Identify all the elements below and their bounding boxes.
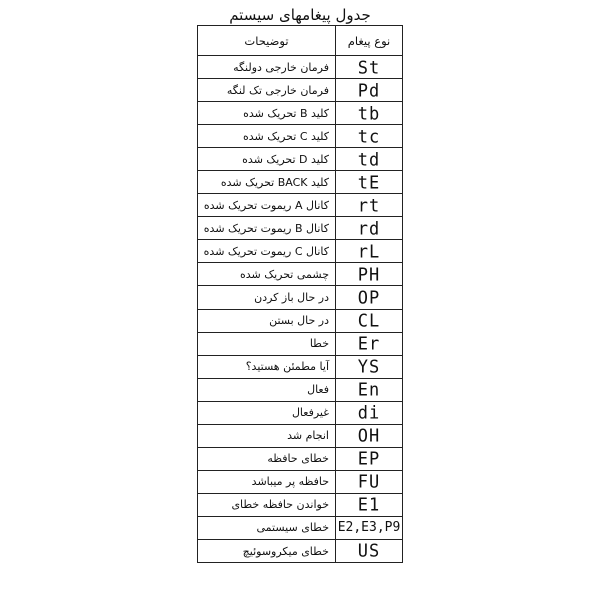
table-header-row <box>198 26 403 56</box>
message-description: فرمان خارجی دولنگه <box>198 56 336 79</box>
table-row <box>198 217 403 240</box>
message-code: Pd <box>336 78 403 102</box>
table-row <box>198 539 403 562</box>
message-description: چشمی تحریک شده <box>198 263 336 286</box>
table-row <box>198 355 403 378</box>
message-description: فرمان خارجی تک لنگه <box>198 79 336 102</box>
message-description: در حال بستن <box>198 309 336 332</box>
table-row <box>198 309 403 332</box>
message-code: rL <box>336 239 403 263</box>
table-row <box>198 171 403 194</box>
message-code: St <box>336 55 403 79</box>
message-description: خطا <box>198 332 336 355</box>
message-description: کانال A ریموت تحریک شده <box>198 194 336 217</box>
header-description: توضیحات <box>198 26 336 56</box>
message-code: EP <box>336 447 403 471</box>
message-description: انجام شد <box>198 424 336 447</box>
table-row <box>198 424 403 447</box>
table-row <box>198 516 403 539</box>
message-code: En <box>336 378 403 402</box>
message-code: tb <box>336 101 403 125</box>
message-code: FU <box>336 470 403 494</box>
message-code: di <box>336 401 403 425</box>
message-description: کلید C تحریک شده <box>198 125 336 148</box>
table-row <box>198 470 403 493</box>
table-row <box>198 378 403 401</box>
table-row <box>198 240 403 263</box>
message-description: کلید BACK تحریک شده <box>198 171 336 194</box>
message-code: tE <box>336 170 403 194</box>
table-row <box>198 102 403 125</box>
message-description: حافظه پر میباشد <box>198 470 336 493</box>
message-description: فعال <box>198 378 336 401</box>
system-messages-table <box>197 25 403 563</box>
message-code: tc <box>336 124 403 148</box>
message-description: غیرفعال <box>198 401 336 424</box>
message-code: rd <box>336 216 403 240</box>
table-row <box>198 194 403 217</box>
message-description: آیا مطمئن هستید؟ <box>198 355 336 378</box>
table-row <box>198 447 403 470</box>
table-row <box>198 79 403 102</box>
message-description: کانال B ریموت تحریک شده <box>198 217 336 240</box>
table-row <box>198 125 403 148</box>
table-row <box>198 286 403 309</box>
message-description: خواندن حافظه خطای <box>198 493 336 516</box>
message-code: E1 <box>336 493 403 517</box>
message-code: CL <box>336 308 403 332</box>
message-code: PH <box>336 262 403 286</box>
message-description: کانال C ریموت تحریک شده <box>198 240 336 263</box>
message-code: YS <box>336 355 403 379</box>
message-description: خطای میکروسوئیچ <box>198 539 336 562</box>
message-code: OH <box>336 424 403 448</box>
message-description: کلید B تحریک شده <box>198 102 336 125</box>
table-row <box>198 263 403 286</box>
table-row <box>198 493 403 516</box>
table-row <box>198 148 403 171</box>
message-code: US <box>336 539 403 563</box>
table-title: جدول پیغامهای سیستم <box>229 6 371 24</box>
message-code: OP <box>336 285 403 309</box>
message-code: rt <box>336 193 403 217</box>
header-code: نوع پیغام <box>336 26 403 56</box>
message-description: کلید D تحریک شده <box>198 148 336 171</box>
table-row <box>198 56 403 79</box>
message-description: خطای حافظه <box>198 447 336 470</box>
table-row <box>198 401 403 424</box>
message-code: Er <box>336 331 403 355</box>
message-code: td <box>336 147 403 171</box>
message-description: خطای سیستمی <box>198 516 336 539</box>
table-row <box>198 332 403 355</box>
message-description: در حال باز کردن <box>198 286 336 309</box>
message-code: E2,E3,P9 <box>336 516 403 540</box>
